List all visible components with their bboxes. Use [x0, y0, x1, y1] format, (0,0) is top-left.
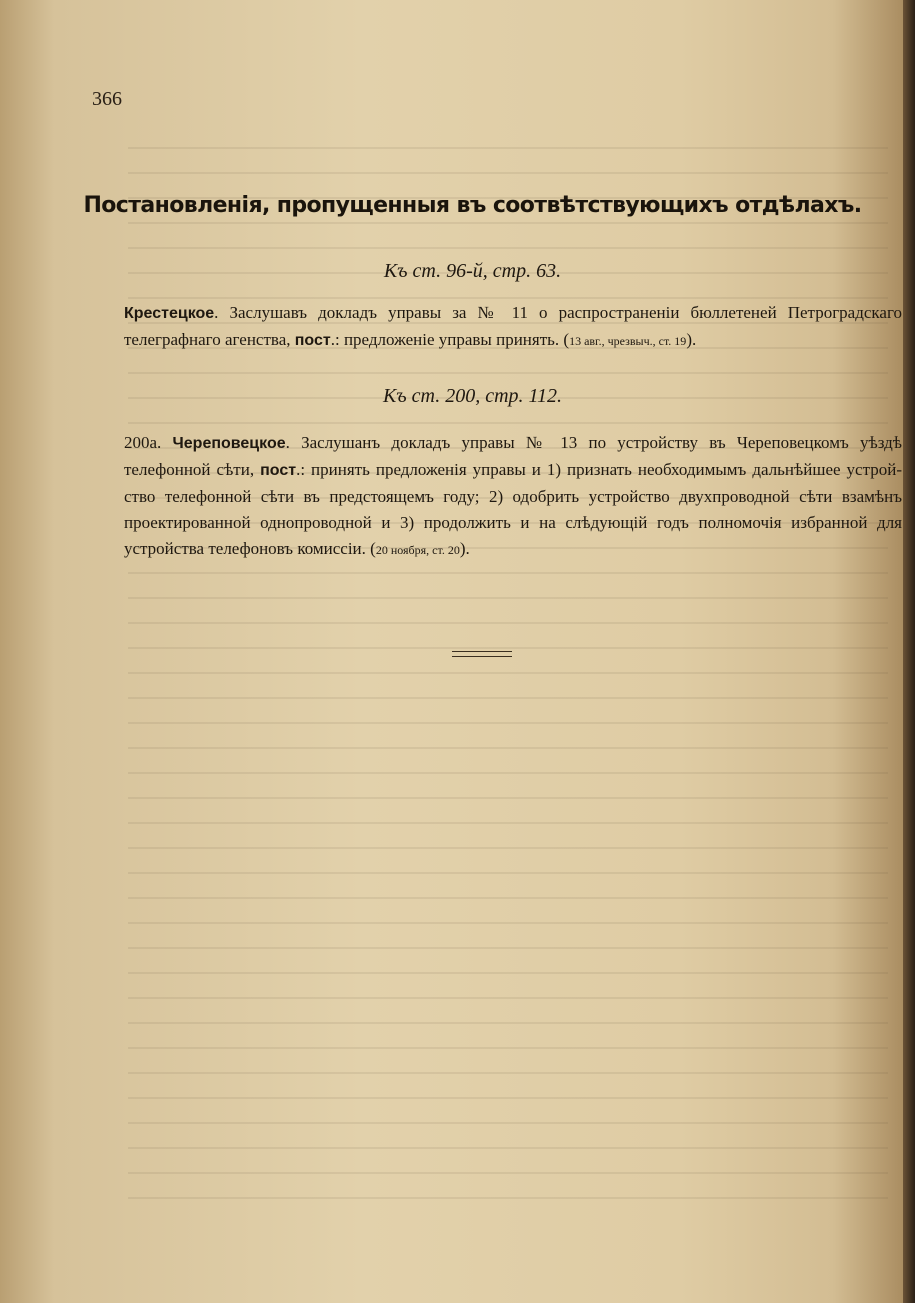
text-line: ство телефонной сѣти въ предстоящемъ году; 2) одобрить устройство двухпроводной сѣти взамѣнъ: [124, 487, 902, 506]
resolution-krestetskoe: [124, 300, 902, 354]
zemstvo-name: Крестецкое: [124, 305, 215, 322]
section-divider: [452, 651, 512, 657]
text-line: устройства телефоновъ комиссіи. (20 ноября, ст. 20).: [124, 539, 470, 558]
text-line: Крестецкое. Заслушавъ докладъ управы за № 11 о распространеніи бюллетеней Петроградскаго: [124, 303, 902, 322]
text-line: телеграфнаго агенства, пост.: предложеніе управы принять. (13 авг., чрезвыч., ст. 19).: [124, 330, 697, 349]
session-citation: 20 ноября, ст. 20: [375, 543, 460, 557]
resolution-cherepovetskoe: [124, 430, 902, 563]
zemstvo-name: Череповецкое: [172, 435, 286, 452]
page-edge-shadow: [903, 0, 915, 1303]
reference-heading-2: Къ ст. 200, стр. 112.: [382, 385, 563, 407]
reference-heading-1: Къ ст. 96-й, стр. 63.: [383, 260, 562, 282]
text-line: 200а. Череповецкое. Заслушанъ докладъ управы № 13 по устройству въ Череповецкомъ уѣздѣ: [124, 433, 903, 452]
session-citation: 13 авг., чрезвыч., ст. 19: [569, 334, 687, 348]
text-line: телефонной сѣти, пост.: принять предложенія управы и 1) признать необходимымъ дальнѣйшее устрой-: [124, 460, 902, 479]
bleed-through-texture: [128, 135, 888, 1205]
text-line: проектированной однопроводной и 3) продолжить и на слѣдующій годъ полномочія избранной для: [124, 513, 902, 532]
section-title: Постановленія, пропущенныя въ соотвѣтствующихъ отдѣлахъ.: [83, 193, 862, 218]
page-number: 366: [92, 88, 122, 110]
